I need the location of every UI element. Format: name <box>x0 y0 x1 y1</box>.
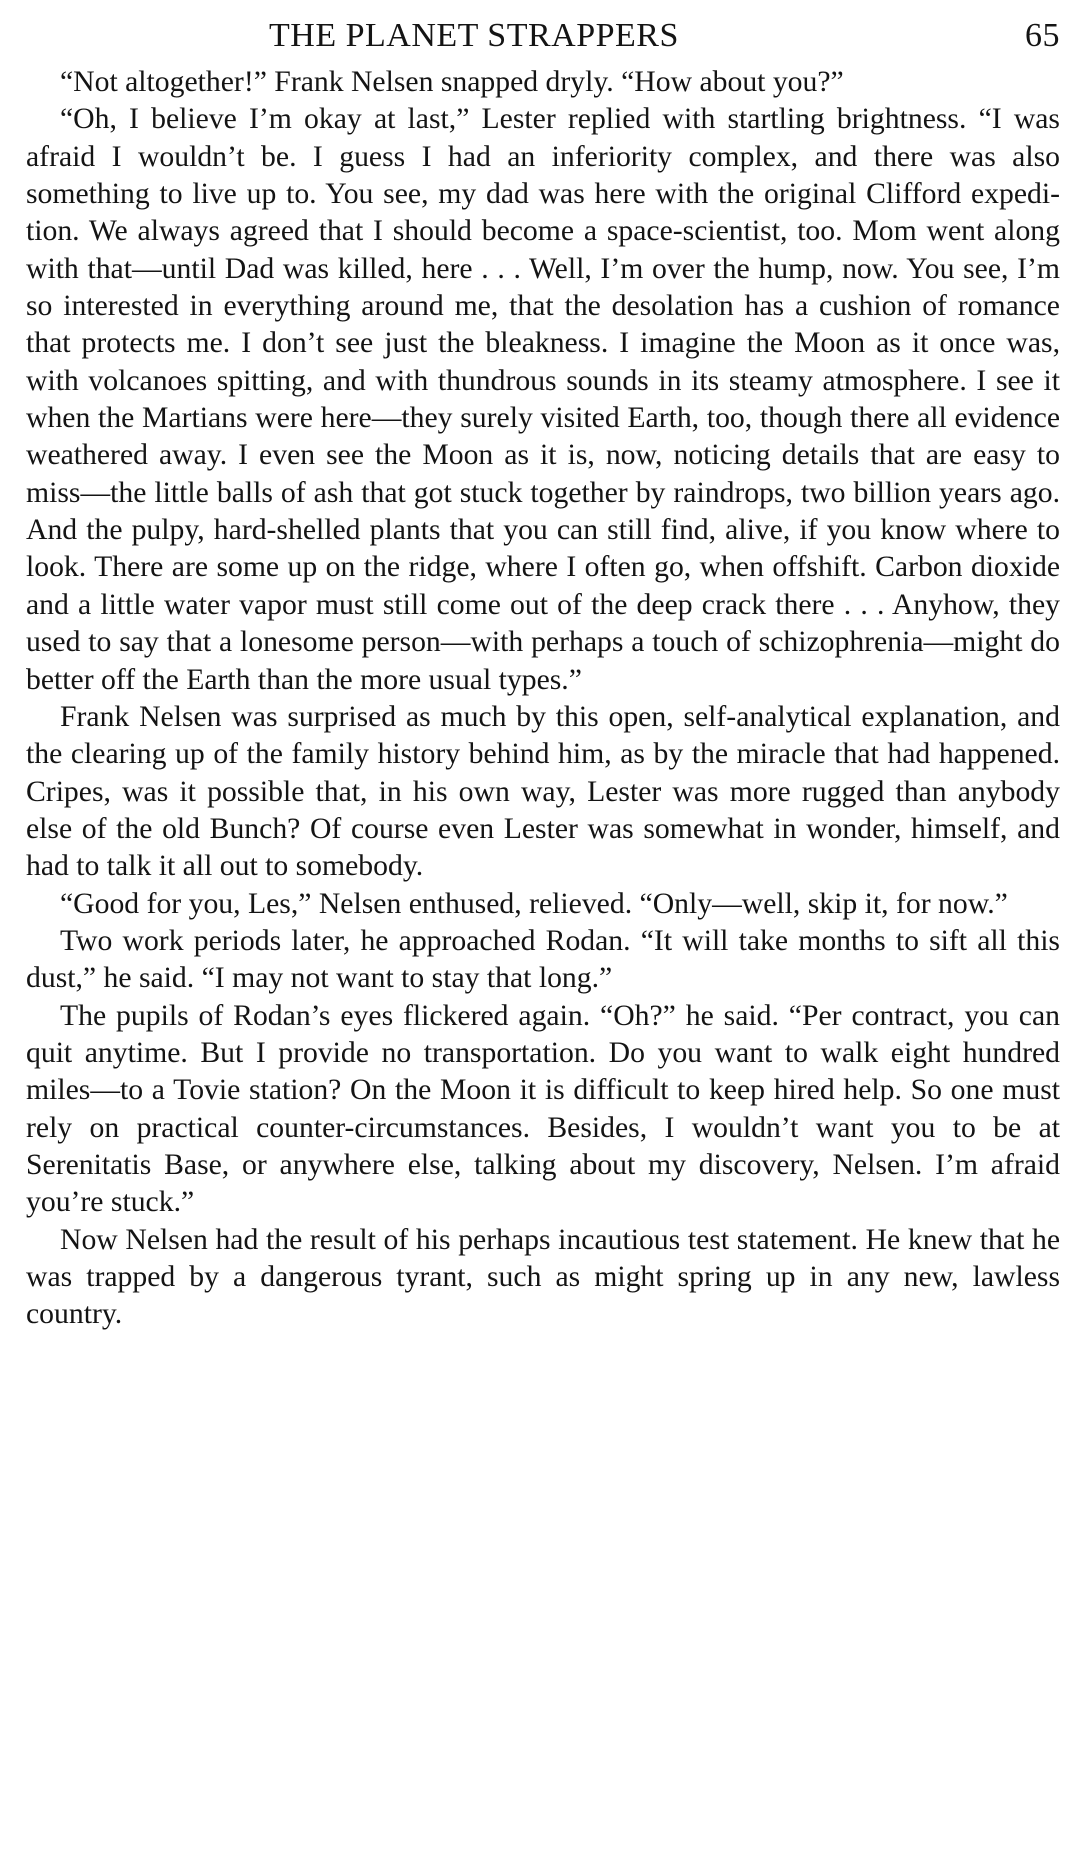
paragraph: Two work periods later, he approached Rodan. “It will take months to sift all this dust,” he said. “I may not want to stay that long.” <box>26 924 1060 995</box>
running-head <box>26 10 1060 62</box>
paragraph: “Not altogether!” Frank Nelsen snapped dryly. “How about you?” <box>60 66 844 98</box>
paragraph: The pupils of Rodan’s eyes flickered again. “Oh?” he said. “Per contract, you can quit anytime. But I provide no transportation. Do you want to walk eight hundred miles—to a Tovie station? On the Moon it is difficult to keep hired help. So one must rely on practical counter-circumstances. Besides, I wouldn’t want you to be at Serenitatis Base, or anywhere else, talking about my discovery, Nelsen. I’m afraid you’re stuck.” <box>26 999 1060 1219</box>
paragraph: “Oh, I believe I’m okay at last,” Lester replied with startling brightness. “I was afraid I wouldn’t be. I guess I had an inferiority complex, and there was also something to live up to. You see, my dad was here with the original Clifford expedition. We always agreed that I should become a space-scientist, too. Mom went along with that—until Dad was killed, here . . . Well, I’m over the hump, now. You see, I’m so interested in everything around me, that the desolation has a cushion of romance that protects me. I don’t see just the bleakness. I imagine the Moon as it once was, with volcanoes spitting, and with thundrous sounds in its steamy atmosphere. I see it when the Martians were here—they surely visited Earth, too, though there all evidence weathered away. I even see the Moon as it is, now, noticing details that are easy to miss—the little balls of ash that got stuck together by raindrops, two billion years ago. And the pulpy, hard-shelled plants that you can still find, alive, if you know where to look. There are some up on the ridge, where I often go, when offshift. Carbon dioxide and a little water vapor must still come out of the deep crack there . . . Anyhow, they used to say that a lonesome person—with perhaps a touch of schizophrenia—might do better off the Earth than the more usual types.” <box>26 103 1060 696</box>
body-text <box>26 64 1060 1334</box>
paragraph: Frank Nelsen was surprised as much by this open, self-analytical explanation, and the clearing up of the family history behind him, as by the miracle that had happened. Cripes, was it possible that, in his own way, Lester was more rugged than anybody else of the old Bunch? Of course even Lester was somewhat in wonder, himself, and had to talk it all out to somebody. <box>26 700 1060 883</box>
page-number: 65 <box>1025 17 1060 54</box>
book-page <box>26 10 1060 1839</box>
running-title: THE PLANET STRAPPERS <box>269 17 679 54</box>
paragraph: Now Nelsen had the result of his perhaps incautious test statement. He knew that he was trapped by a dangerous tyrant, such as might spring up in any new, lawless country. <box>26 1223 1060 1331</box>
paragraph: “Good for you, Les,” Nelsen enthused, relieved. “Only—well, skip it, for now.” <box>60 887 1008 920</box>
